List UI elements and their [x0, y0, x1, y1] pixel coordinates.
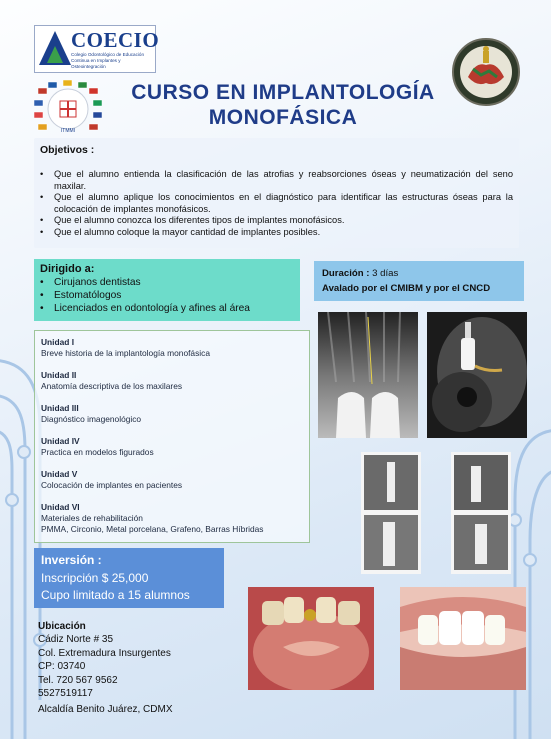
phone-line: 5527519117: [38, 688, 93, 700]
avalado-connector: y por el: [425, 283, 460, 294]
xray-sequence-left-image: [361, 452, 421, 574]
objetivos-heading: Objetivos :: [40, 144, 95, 156]
unit-5: [41, 469, 182, 491]
duracion-label: Duración :: [322, 268, 370, 279]
cupo-limit: Cupo limitado a 15 alumnos: [41, 588, 190, 602]
course-title-line2: MONOFÁSICA: [208, 106, 358, 129]
logo-inner-triangle-icon: [47, 46, 63, 63]
inscripcion-price: Inscripción $ 25,000: [41, 571, 149, 585]
logo-name: COECIO: [71, 28, 160, 52]
address-line: Cádiz Norte # 35: [38, 634, 114, 646]
dirigido-list: [40, 276, 250, 315]
unidades-panel: [34, 330, 310, 543]
coecio-logo: [34, 25, 160, 73]
unit-6: [41, 502, 264, 535]
unit-2: [41, 370, 182, 392]
xray-implant-image: [427, 312, 527, 438]
intraoral-implant-photo: [248, 587, 374, 690]
unit-description: Anatomía descriptiva de los maxilares: [41, 381, 183, 391]
logo-subtitle: Colegio Odontológico de Educación Continua en Implantes y Osteointegración: [71, 52, 145, 69]
unit-4: [41, 436, 154, 458]
unit-title: Unidad VI: [41, 502, 80, 512]
unit-title: Unidad III: [41, 403, 79, 413]
unit-description: Colocación de implantes en pacientes: [41, 480, 183, 490]
seal-logo-icon: [451, 37, 521, 107]
xray-incisors-image: [318, 312, 418, 438]
list-item: • Cirujanos dentistas: [40, 276, 250, 289]
avalado-line: [322, 283, 490, 294]
unit-description: Materiales de rehabilitación: [41, 513, 143, 523]
unit-1: [41, 337, 210, 359]
unit-title: Unidad I: [41, 337, 75, 347]
objetivos-list: [40, 169, 513, 238]
list-item: • Que el alumno aplique los conocimientos en el diagnóstico para identificar las estructuras óseas para la colocación de implantes monofásicos.: [40, 192, 513, 215]
unit-description: Breve historia de la implantología monofásica: [41, 348, 210, 358]
objetivos-panel: [34, 138, 519, 248]
ubicacion-heading: Ubicación: [38, 621, 86, 632]
dirigido-panel: [34, 259, 300, 321]
address-line: Alcaldía Benito Juárez, CDMX: [38, 704, 173, 716]
unit-title: Unidad II: [41, 370, 77, 380]
address-line: Col. Extremadura Insurgentes: [38, 647, 171, 659]
address-line: CP: 03740: [38, 661, 86, 673]
list-item: • Que el alumno entienda la clasificación de las atrofias y reabsorciones óseas y neumatización del seno maxilar.: [40, 169, 513, 192]
unit-title: Unidad IV: [41, 436, 80, 446]
xray-sequence-right-image: [451, 452, 511, 574]
inversion-heading: Inversión :: [41, 553, 102, 567]
flags-badge-text: ITMMI: [60, 128, 76, 134]
list-item: • Que el alumno coloque la mayor cantidad de implantes posibles.: [40, 227, 513, 239]
dirigido-heading: Dirigido a:: [40, 263, 95, 275]
list-item: • Licenciados en odontología y afines al área: [40, 302, 250, 315]
unit-title: Unidad V: [41, 469, 78, 479]
ubicacion-block: [38, 620, 173, 717]
course-title-line1: CURSO EN IMPLANTOLOGÍA: [131, 81, 435, 104]
unit-3: [41, 403, 141, 425]
avalado-org2: CNCD: [462, 283, 491, 294]
list-item: • Que el alumno conozca los diferentes tipos de implantes monofásicos.: [40, 215, 513, 227]
duracion-panel: [314, 261, 524, 301]
phone-line: Tel. 720 567 9562: [38, 674, 118, 686]
unit-description-materials: PMMA, Circonio, Metal porcelana, Grafeno, Barras Híbridas: [41, 524, 264, 534]
duracion-line: [322, 268, 398, 279]
avalado-org1: CMIBM: [390, 283, 423, 294]
unit-description: Practica en modelos figurados: [41, 447, 154, 457]
unit-description: Diagnóstico imagenológico: [41, 414, 142, 424]
smile-result-photo: [400, 587, 526, 690]
list-item: • Estomatólogos: [40, 289, 250, 302]
flags-badge-icon: [34, 80, 102, 138]
avalado-prefix: Avalado por el: [322, 283, 388, 294]
duracion-value: 3 días: [372, 268, 399, 279]
inversion-panel: [34, 548, 224, 608]
